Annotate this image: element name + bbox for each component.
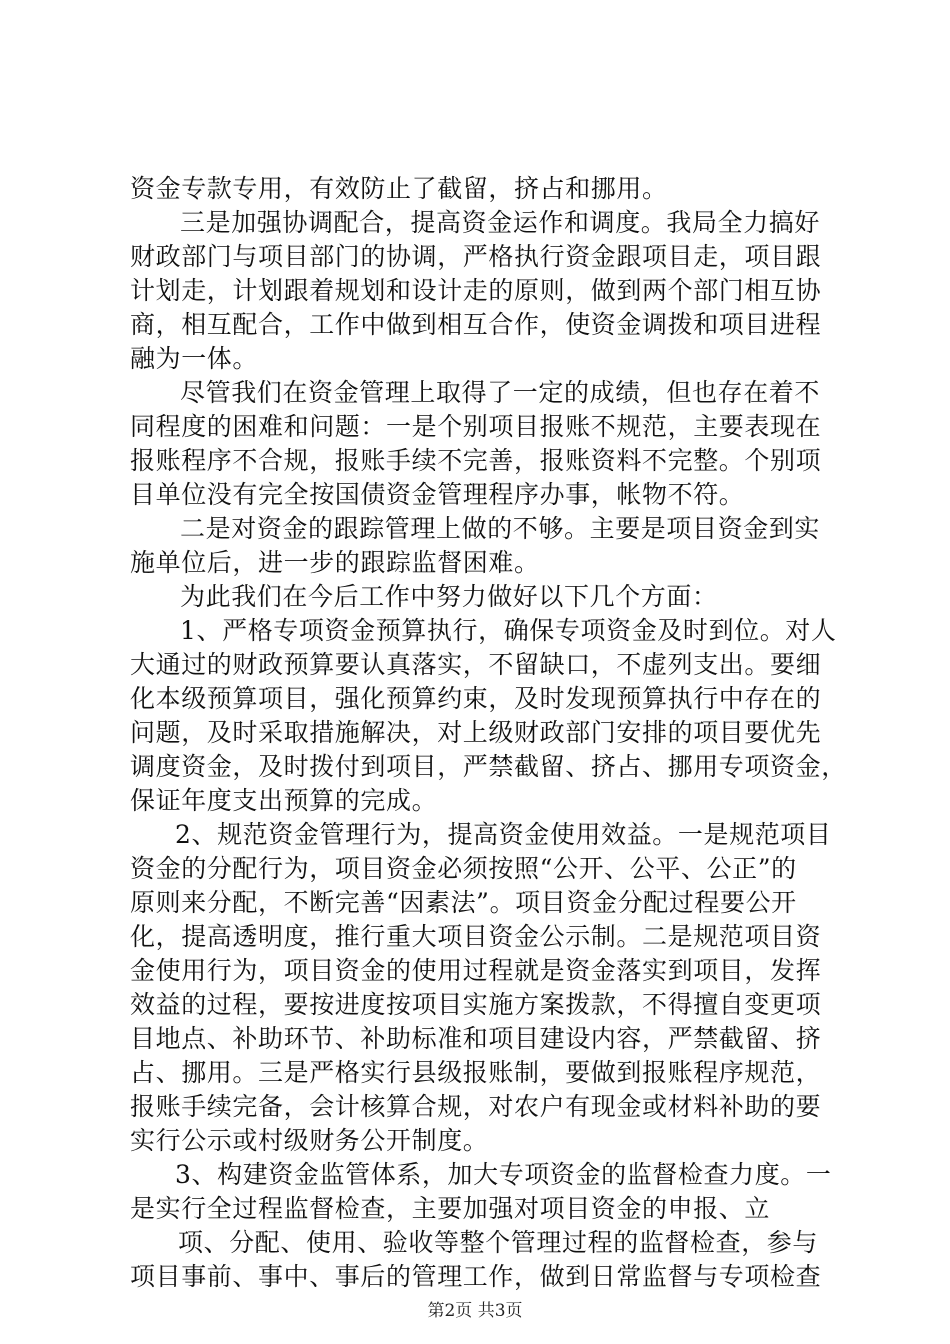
body-line: 尽管我们在资金管理上取得了一定的成绩，但也存在着不: [180, 378, 821, 407]
body-line: 实行公示或村级财务公开制度。: [130, 1126, 489, 1155]
body-line: 施单位后，进一步的跟踪监督困难。: [130, 548, 540, 577]
body-line: 原则来分配，不断完善“因素法”。项目资金分配过程要公开: [130, 888, 797, 917]
body-line: 同程度的困难和问题：一是个别项目报账不规范，主要表现在: [130, 412, 822, 441]
body-line: 效益的过程，要按进度按项目实施方案拨款，不得擅自变更项: [130, 990, 822, 1019]
body-line: 2、规范资金管理行为，提高资金使用效益。一是规范项目: [175, 820, 832, 849]
page-footer: 第2页 共3页: [427, 1301, 523, 1321]
body-line: 资金专款专用，有效防止了截留，挤占和挪用。: [130, 174, 668, 203]
body-line: 财政部门与项目部门的协调，严格执行资金跟项目走，项目跟: [130, 242, 822, 271]
body-line: 化，提高透明度，推行重大项目资金公示制。二是规范项目资: [130, 922, 822, 951]
body-line: 是实行全过程监督检查，主要加强对项目资金的申报、立: [130, 1194, 771, 1223]
body-line: 目单位没有完全按国债资金管理程序办事，帐物不符。: [130, 480, 745, 509]
body-line: 为此我们在今后工作中努力做好以下几个方面：: [180, 582, 718, 611]
body-line: 三是加强协调配合，提高资金运作和调度。我局全力搞好: [180, 208, 821, 237]
body-line: 报账手续完备，会计核算合规，对农户有现金或材料补助的要: [130, 1092, 822, 1121]
body-line: 3、构建资金监管体系，加大专项资金的监督检查力度。一: [175, 1160, 832, 1189]
body-line: 问题，及时采取措施解决，对上级财政部门安排的项目要优先: [130, 718, 822, 747]
body-line: 化本级预算项目，强化预算约束，及时发现预算执行中存在的: [130, 684, 822, 713]
body-line: 1、严格专项资金预算执行，确保专项资金及时到位。对人: [180, 616, 837, 645]
body-line: 报账程序不合规，报账手续不完善，报账资料不完整。个别项: [130, 446, 822, 475]
body-line: 项目事前、事中、事后的管理工作，做到日常监督与专项检查: [130, 1262, 822, 1291]
body-line: 保证年度支出预算的完成。: [130, 786, 438, 815]
body-line: 二是对资金的跟踪管理上做的不够。主要是项目资金到实: [180, 514, 821, 543]
body-line: 项、分配、使用、验收等整个管理过程的监督检查，参与: [178, 1228, 819, 1257]
body-line: 调度资金，及时拨付到项目，严禁截留、挤占、挪用专项资金，: [130, 752, 847, 781]
body-line: 占、挪用。三是严格实行县级报账制，要做到报账程序规范，: [130, 1058, 822, 1087]
body-line: 金使用行为，项目资金的使用过程就是资金落实到项目，发挥: [130, 956, 822, 985]
body-line: 目地点、补助环节、补助标准和项目建设内容，严禁截留、挤: [130, 1024, 822, 1053]
body-line: 融为一体。: [130, 344, 259, 373]
body-line: 计划走，计划跟着规划和设计走的原则，做到两个部门相互协: [130, 276, 822, 305]
body-line: 资金的分配行为，项目资金必须按照“公开、公平、公正”的: [130, 854, 797, 883]
body-line: 大通过的财政预算要认真落实，不留缺口，不虚列支出。要细: [130, 650, 822, 679]
body-line: 商，相互配合，工作中做到相互合作，使资金调拨和项目进程: [130, 310, 822, 339]
